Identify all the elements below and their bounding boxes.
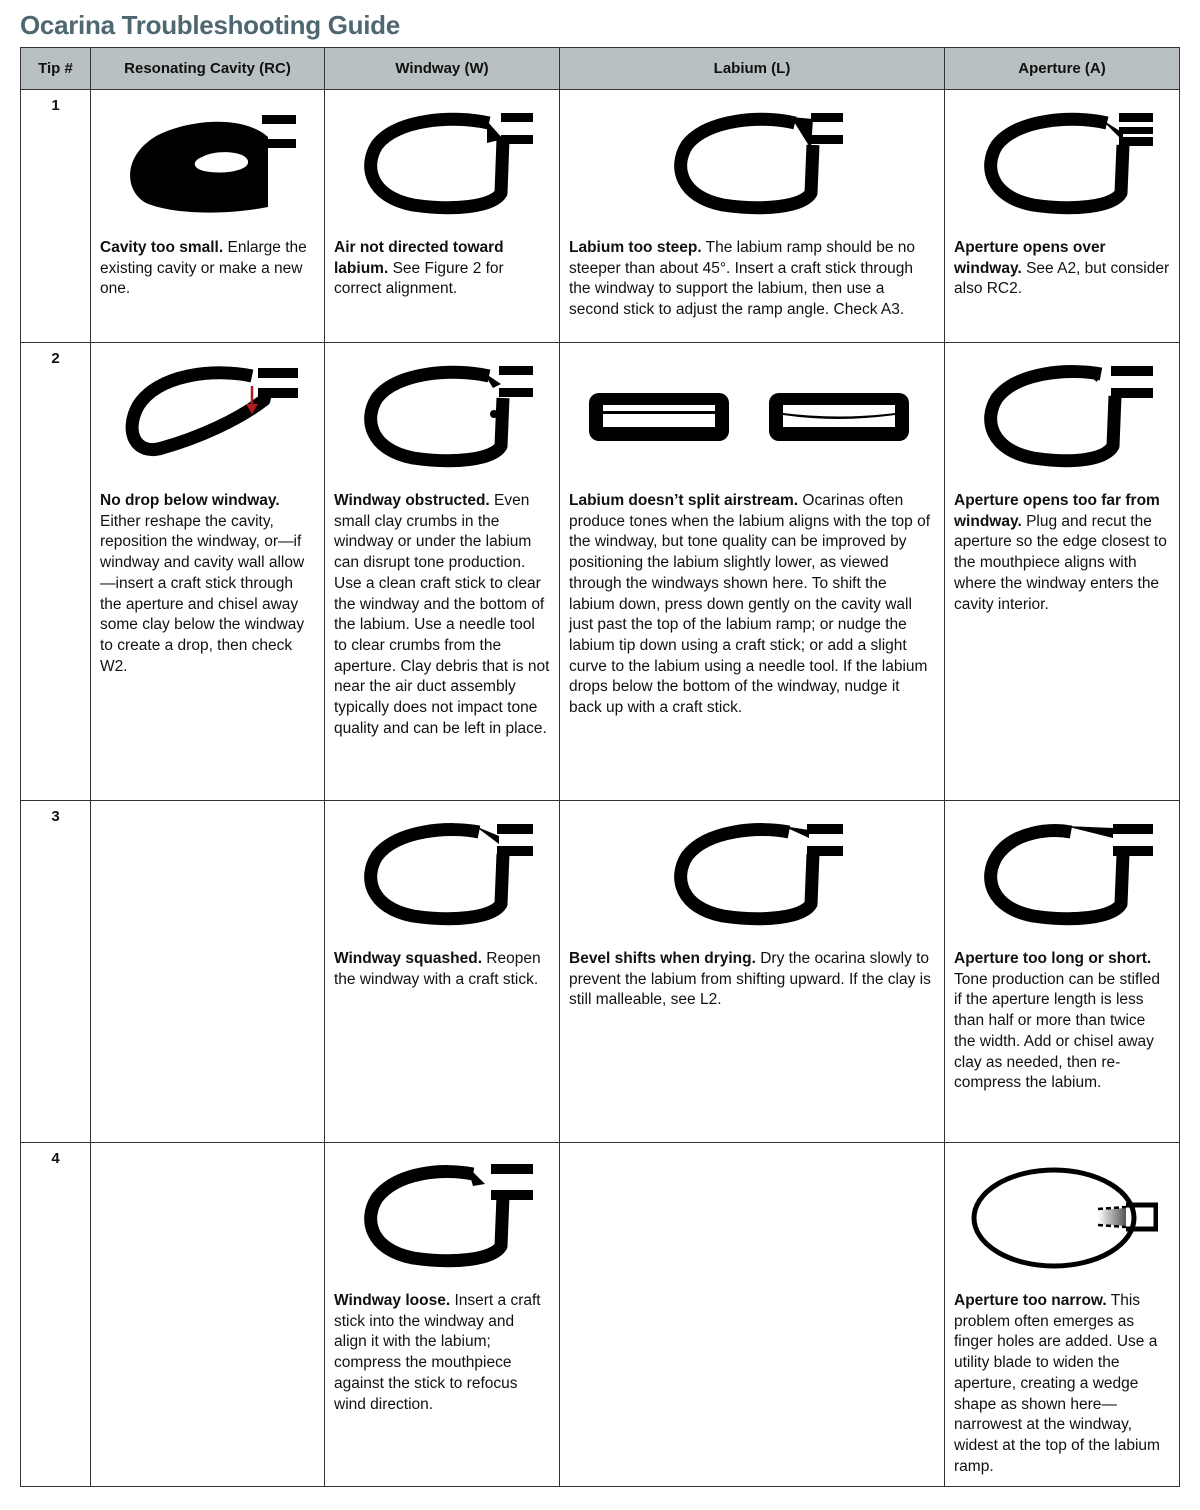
problem-description: Ocarinas often produce tones when the labium aligns with the top of the windway, but tone quality can be improved by positioning the labium slightly lower, as viewed through the windways shown here. To shift the labium down, press down gently on the cavity wall just past the top of the labium ramp; or nudge the labium tip down using a craft stick; or add a slight curve to the labium using a needle tool. If the labium drops below the bottom of the windway, nudge it back up with a craft stick. xyxy=(569,492,931,717)
problem-title: Bevel shifts when drying. xyxy=(569,950,756,967)
cell-l-4 xyxy=(560,1143,945,1487)
problem-title: Aperture opens too far from windway. xyxy=(954,492,1160,530)
problem-description: Insert a craft stick into the windway and align it with the labium; compress the mouthpiece against the stick to refocus wind direction. xyxy=(334,1292,541,1413)
problem-description: Tone production can be stifled if the aperture length is less than half or more than twice the width. Add or chisel away clay as needed, then re-compress the labium. xyxy=(954,970,1160,1092)
cell-w-1 xyxy=(325,90,560,343)
solid-cavity-icon xyxy=(100,100,316,228)
ocarina-section-arrow-icon xyxy=(100,353,316,481)
ocarina-section-icon xyxy=(569,811,936,939)
tip-number: 1 xyxy=(21,90,91,343)
problem-description: Even small clay crumbs in the windway or under the labium can disrupt tone production. Use a clean craft stick to clear the windway and the bottom of the labium. Use a needle tool to clear crumbs from the aperture. Clay debris that is not near the air duct assembly typically does not impact tone quality and can be left in place. xyxy=(334,492,550,737)
problem-description: Plug and recut the aperture so the edge closest to the mouthpiece aligns with where the windway enters the cavity interior. xyxy=(954,512,1167,613)
problem-title: Windway obstructed. xyxy=(334,492,490,509)
problem-title: Cavity too small. xyxy=(100,239,224,256)
problem-title: Windway squashed. xyxy=(334,950,482,967)
column-header-aperture: Aperture (A) xyxy=(945,48,1180,90)
tip-number: 3 xyxy=(21,801,91,1143)
column-header-resonating-cavity: Resonating Cavity (RC) xyxy=(91,48,325,90)
column-header-labium: Labium (L) xyxy=(560,48,945,90)
ocarina-section-icon xyxy=(334,353,551,481)
problem-description: The labium ramp should be no steeper than about 45°. Insert a craft stick through the windway to support the labium, then use a second stick to adjust the ramp angle. Check A3. xyxy=(569,239,916,319)
cell-w-2 xyxy=(325,343,560,801)
problem-title: Aperture too long or short. xyxy=(954,950,1152,967)
table-row xyxy=(21,343,1180,801)
cell-rc-2 xyxy=(91,343,325,801)
ocarina-section-icon xyxy=(334,1153,551,1281)
cell-l-1 xyxy=(560,90,945,343)
tip-number: 4 xyxy=(21,1143,91,1487)
problem-title: No drop below windway. xyxy=(100,492,280,509)
ocarina-section-icon xyxy=(334,100,551,228)
problem-description: Reopen the windway with a craft stick. xyxy=(334,950,541,988)
table-row xyxy=(21,801,1180,1143)
table-row xyxy=(21,90,1180,343)
ocarina-section-icon xyxy=(954,353,1171,481)
cell-rc-1 xyxy=(91,90,325,343)
ocarina-section-icon xyxy=(334,811,551,939)
cell-w-4 xyxy=(325,1143,560,1487)
table-row xyxy=(21,1143,1180,1487)
problem-description: Dry the ocarina slowly to prevent the labium from shifting upward. If the clay is still malleable, see L2. xyxy=(569,950,931,1009)
page-title: Ocarina Troubleshooting Guide xyxy=(20,10,400,40)
problem-title: Aperture opens over windway. xyxy=(954,239,1106,277)
problem-title: Windway loose. xyxy=(334,1292,451,1309)
column-header-windway: Windway (W) xyxy=(325,48,560,90)
problem-title: Aperture too narrow. xyxy=(954,1292,1107,1309)
problem-title: Air not directed toward labium. xyxy=(334,239,504,277)
ocarina-section-icon xyxy=(569,100,936,228)
troubleshooting-table xyxy=(20,47,1180,1487)
cell-rc-3 xyxy=(91,801,325,1143)
ocarina-top-view-icon xyxy=(954,1153,1171,1281)
cell-w-3 xyxy=(325,801,560,1143)
problem-description: Either reshape the cavity, reposition the windway, or—if windway and cavity wall allow—insert a craft stick through the aperture and chisel away some clay below the windway to create a drop, then check W2. xyxy=(100,512,305,675)
ocarina-section-icon xyxy=(954,100,1171,228)
problem-title: Labium too steep. xyxy=(569,239,702,256)
windway-view-icon xyxy=(569,353,936,481)
problem-description: Enlarge the existing cavity or make a new one. xyxy=(100,239,307,298)
cell-a-4 xyxy=(945,1143,1180,1487)
problem-description: This problem often emerges as finger holes are added. Use a utility blade to widen the aperture, creating a wedge shape as shown here—narrowest at the windway, widest at the top of the labium ramp. xyxy=(954,1292,1160,1475)
cell-rc-4 xyxy=(91,1143,325,1487)
cell-a-3 xyxy=(945,801,1180,1143)
column-header-tip: Tip # xyxy=(21,48,91,90)
problem-title: Labium doesn’t split airstream. xyxy=(569,492,799,509)
cell-l-3 xyxy=(560,801,945,1143)
cell-a-2 xyxy=(945,343,1180,801)
header-row xyxy=(21,48,1180,90)
ocarina-section-icon xyxy=(954,811,1171,939)
cell-l-2 xyxy=(560,343,945,801)
cell-a-1 xyxy=(945,90,1180,343)
problem-description: See A2, but consider also RC2. xyxy=(954,259,1170,298)
problem-description: See Figure 2 for correct alignment. xyxy=(334,259,504,298)
tip-number: 2 xyxy=(21,343,91,801)
